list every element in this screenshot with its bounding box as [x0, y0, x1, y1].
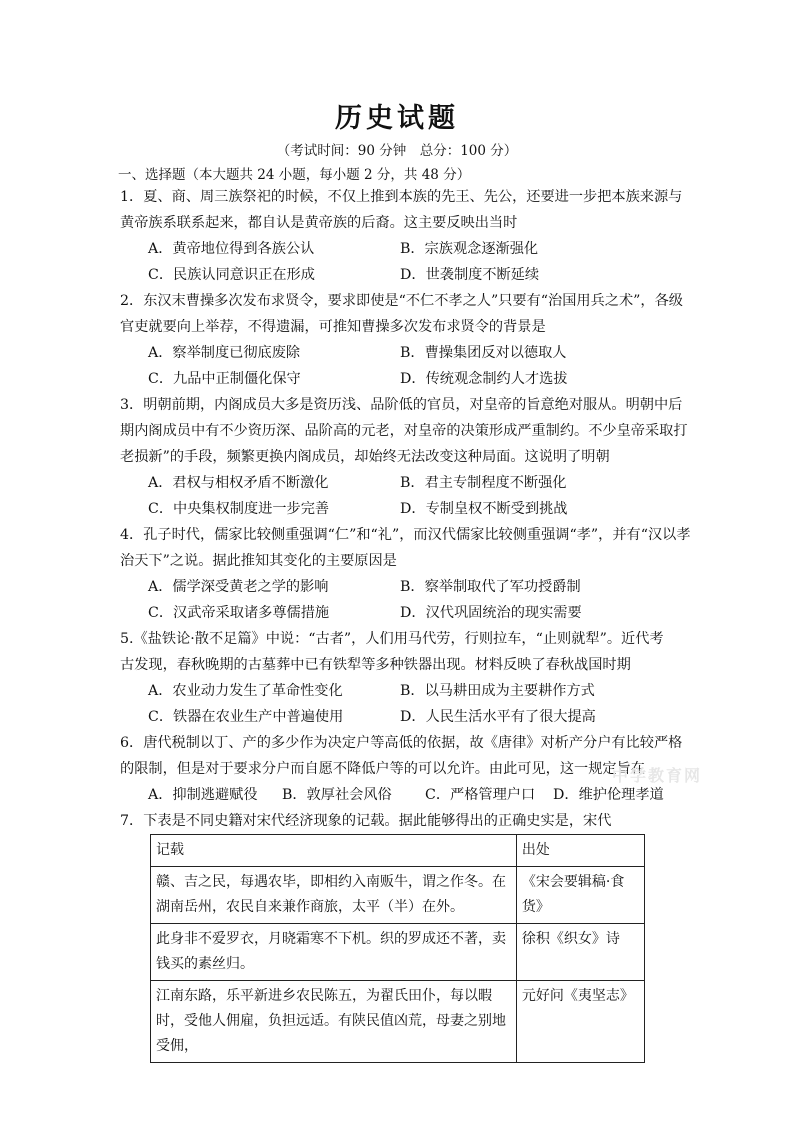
- question-1-option-b: B．宗族观念逐渐强化: [400, 241, 539, 257]
- exam-info: （考试时间：90 分钟 总分：100 分）: [276, 143, 518, 159]
- table-cell-source: 《宋会要辑稿·食货》: [516, 867, 644, 924]
- question-5-line-2: 古发现，春秋晚期的古墓葬中已有铁犁等多种铁器出现。材料反映了春秋战国时期: [120, 657, 631, 673]
- question-2-line-2: 官吏就要向上举荐，不得遗漏，可推知曹操多次发布求贤令的背景是: [120, 319, 546, 335]
- question-6-line-1: 6．唐代税制以丁、产的多少作为决定户等高低的依据，故《唐律》对析产分户有比较严格: [120, 735, 683, 751]
- question-5-option-a: A．农业动力发生了革命性变化: [148, 683, 343, 699]
- table-row: [151, 981, 645, 1063]
- table-cell-record: 此身非不爱罗衣，月晓霜寒不下机。织的罗成还不著，卖钱买的素丝归。: [151, 924, 517, 981]
- question-1-line-1: 1．夏、商、周三族祭祀的时候，不仅上推到本族的先王、先公，还要进一步把本族来源与: [120, 189, 683, 205]
- question-3-line-2: 期内阁成员中有不少资历深、品阶高的元老，对皇帝的决策形成严重制约。不少皇帝采取打: [120, 423, 688, 439]
- question-6-option-d: D．维护伦理孝道: [553, 787, 664, 803]
- question-3-line-1: 3．明朝前期，内阁成员大多是资历浅、品阶低的官员，对皇帝的旨意绝对服从。明朝中后: [120, 397, 683, 413]
- question-1-option-d: D．世袭制度不断延续: [400, 267, 540, 283]
- page-title: 历史试题: [335, 103, 459, 134]
- question-6-line-2: 的限制，但是对于要求分户而自愿不降低户等的可以允许。由此可见，这一规定旨在: [120, 761, 645, 777]
- question-2-line-1: 2．东汉末曹操多次发布求贤令，要求即使是“不仁不孝之人”只要有“治国用兵之术”，各级: [120, 293, 683, 309]
- question-5-option-d: D．人民生活水平有了很大提高: [400, 709, 596, 725]
- question-2-option-c: C．九品中正制僵化保守: [148, 371, 301, 387]
- question-6-option-a: A．抑制逃避赋役: [148, 787, 258, 803]
- source-table: [150, 834, 645, 1063]
- question-5-option-c: C．铁器在农业生产中普遍使用: [148, 709, 344, 725]
- question-3-option-b: B．君主专制程度不断强化: [400, 475, 567, 491]
- question-4-option-d: D．汉代巩固统治的现实需要: [400, 605, 582, 621]
- table-cell-record: 江南东路，乐平新进乡农民陈五，为翟氏田仆，每以暇时，受他人佣雇，负担远适。有陕民值凶荒，母妻之别地受佣，: [151, 981, 517, 1063]
- question-3-option-d: D．专制皇权不断受到挑战: [400, 501, 568, 517]
- question-4-option-b: B．察举制取代了军功授爵制: [400, 579, 581, 595]
- question-2-option-d: D．传统观念制约人才选拔: [400, 371, 568, 387]
- question-4-line-1: 4．孔子时代，儒家比较侧重强调“仁”和“礼”，而汉代儒家比较侧重强调“孝”，并有“汉以孝: [120, 527, 691, 543]
- table-header-record: 记载: [151, 835, 517, 867]
- question-5-line-1: 5.《盐铁论·散不足篇》中说：“古者”，人们用马代劳，行则拉车，“止则就犁”。近代考: [120, 631, 664, 647]
- table-header-row: [151, 835, 645, 867]
- question-1-option-c: C．民族认同意识正在形成: [148, 267, 315, 283]
- question-3-line-3: 老损新”的手段，频繁更换内阁成员，却始终无法改变这种局面。这说明了明朝: [120, 449, 610, 465]
- question-3-option-c: C．中央集权制度进一步完善: [148, 501, 330, 517]
- question-2-option-a: A．察举制度已彻底废除: [148, 345, 301, 361]
- table-cell-source: 元好问《夷坚志》: [516, 981, 644, 1063]
- question-3-option-a: A．君权与相权矛盾不断激化: [148, 475, 329, 491]
- table-cell-source: 徐积《织女》诗: [516, 924, 644, 981]
- question-4-option-c: C．汉武帝采取诸多尊儒措施: [148, 605, 330, 621]
- question-6-option-c: C．严格管理户口: [425, 787, 536, 803]
- table-cell-record: 赣、吉之民，每遇农毕，即相约入南贩牛，谓之作冬。在湖南岳州，农民自来兼作商旅，太平（半）在外。: [151, 867, 517, 924]
- question-7-line-1: 7．下表是不同史籍对宋代经济现象的记载。据此能够得出的正确史实是，宋代: [120, 813, 612, 829]
- section-heading: 一、选择题（本大题共 24 小题，每小题 2 分，共 48 分）: [118, 167, 471, 183]
- question-2-option-b: B．曹操集团反对以德取人: [400, 345, 567, 361]
- question-1-option-a: A．黄帝地位得到各族公认: [148, 241, 315, 257]
- question-4-option-a: A．儒学深受黄老之学的影响: [148, 579, 329, 595]
- question-1-line-2: 黄帝族系联系起来，都自认是黄帝族的后裔。这主要反映出当时: [120, 215, 518, 231]
- table-row: [151, 867, 645, 924]
- question-6-option-b: B．敦厚社会风俗: [282, 787, 392, 803]
- question-4-line-2: 治天下”之说。据此推知其变化的主要原因是: [120, 553, 397, 569]
- question-5-option-b: B．以马耕田成为主要耕作方式: [400, 683, 595, 699]
- watermark: 中学教育网: [612, 766, 703, 785]
- table-row: [151, 924, 645, 981]
- table-header-source: 出处: [516, 835, 644, 867]
